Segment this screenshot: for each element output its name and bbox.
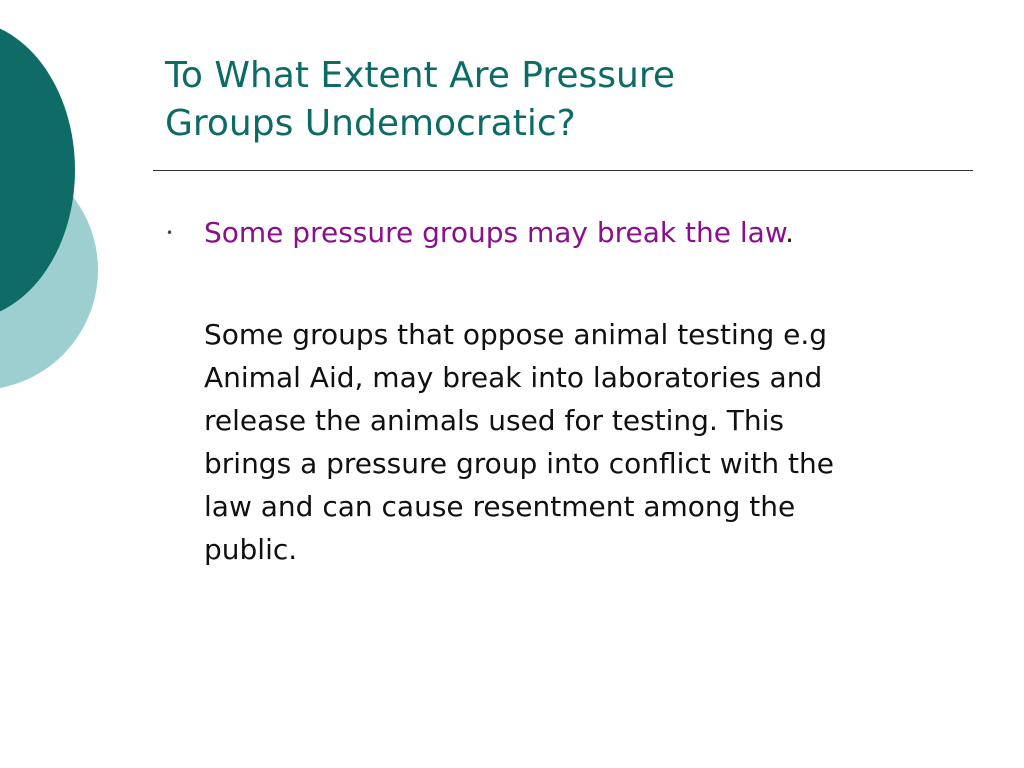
- bullet-icon: •: [166, 226, 174, 240]
- bullet-text-wrapper: [204, 213, 794, 253]
- body-line-1: Some groups that oppose animal testing e.g: [204, 318, 828, 351]
- slide-title-line-2: Groups Undemocratic?: [165, 103, 576, 144]
- bullet-text: Some pressure groups may break the law: [204, 216, 786, 249]
- body-line-3: release the animals used for testing. This: [204, 404, 784, 437]
- title-divider: [153, 170, 973, 171]
- body-line-4: brings a pressure group into conflict with the: [204, 447, 834, 480]
- bullet-period: .: [785, 216, 795, 249]
- slide-title-line-1: To What Extent Are Pressure: [165, 55, 676, 96]
- body-line-5: law and can cause resentment among the: [204, 490, 796, 523]
- slide-title: [165, 52, 965, 148]
- body-line-2: Animal Aid, may break into laboratories and: [204, 361, 823, 394]
- body-line-6: public.: [204, 533, 298, 566]
- body-paragraph: [204, 313, 984, 571]
